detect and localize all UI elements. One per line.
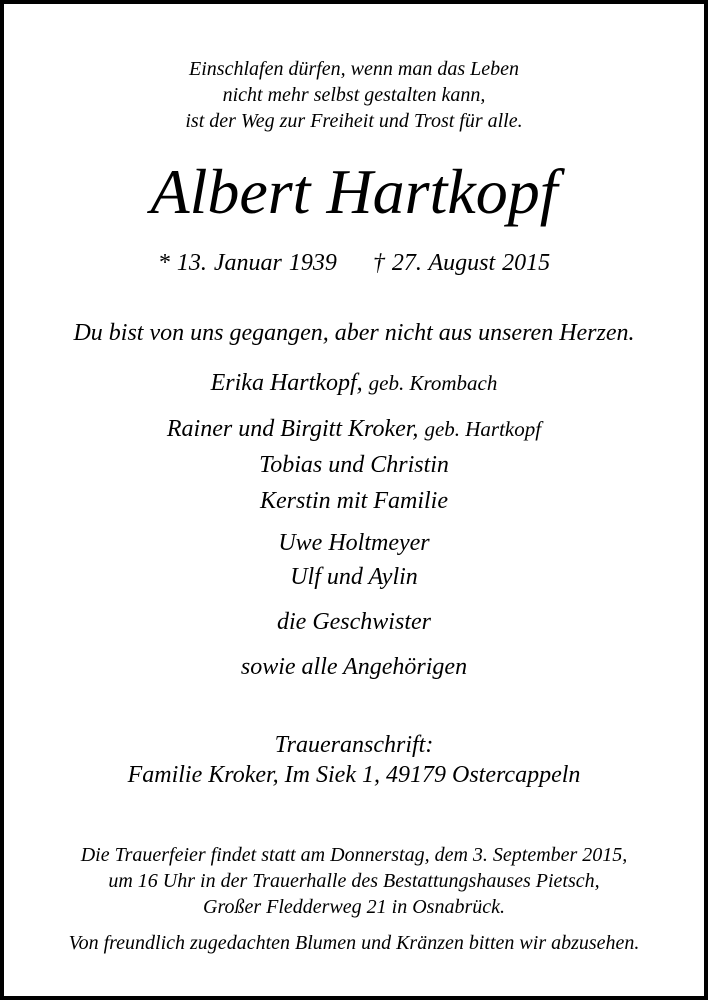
motto-line: Einschlafen dürfen, wenn man das Leben [189,58,519,80]
mourner-line: Uwe Holtmeyer [278,530,430,556]
mourner-maiden-name: geb. Krombach [368,371,498,395]
mourner-line [4,414,704,444]
mourner-maiden-name: geb. Hartkopf [424,417,542,441]
mourner-line: sowie alle Angehörigen [240,654,468,680]
mourner-line: die Geschwister [277,609,431,635]
death-date: † 27. August 2015 [372,250,551,276]
mourner-line: Ulf und Aylin [290,564,418,590]
motto-line: ist der Weg zur Freiheit und Trost für alle. [185,110,523,132]
ceremony-line: Die Trauerfeier findet statt am Donnerstag, dem 3. September 2015, [80,844,628,866]
ceremony-line: um 16 Uhr in der Trauerhalle des Bestattungshauses Pietsch, [108,870,600,892]
closing-line: Von freundlich zugedachten Blumen und Kränzen bitten wir abzusehen. [68,932,640,954]
birth-date: * 13. Januar 1939 [157,250,337,276]
mourner-line: Tobias und Christin [259,452,449,478]
motto-line: nicht mehr selbst gestalten kann, [222,84,486,106]
address-label: Traueranschrift: [274,732,434,758]
deceased-name: Albert Hartkopf [150,156,558,227]
life-dates [4,248,704,278]
tribute-line: Du bist von uns gegangen, aber nicht aus unseren Herzen. [73,320,635,346]
ceremony-line: Großer Fledderweg 21 in Osnabrück. [203,896,505,918]
mourner-name: Rainer und Birgitt Kroker, [166,416,419,442]
mourner-line: Kerstin mit Familie [260,488,448,514]
mourner-name: Erika Hartkopf, [210,370,363,396]
address-line: Familie Kroker, Im Siek 1, 49179 Ostercappeln [127,762,581,788]
mourner-line [4,368,704,398]
